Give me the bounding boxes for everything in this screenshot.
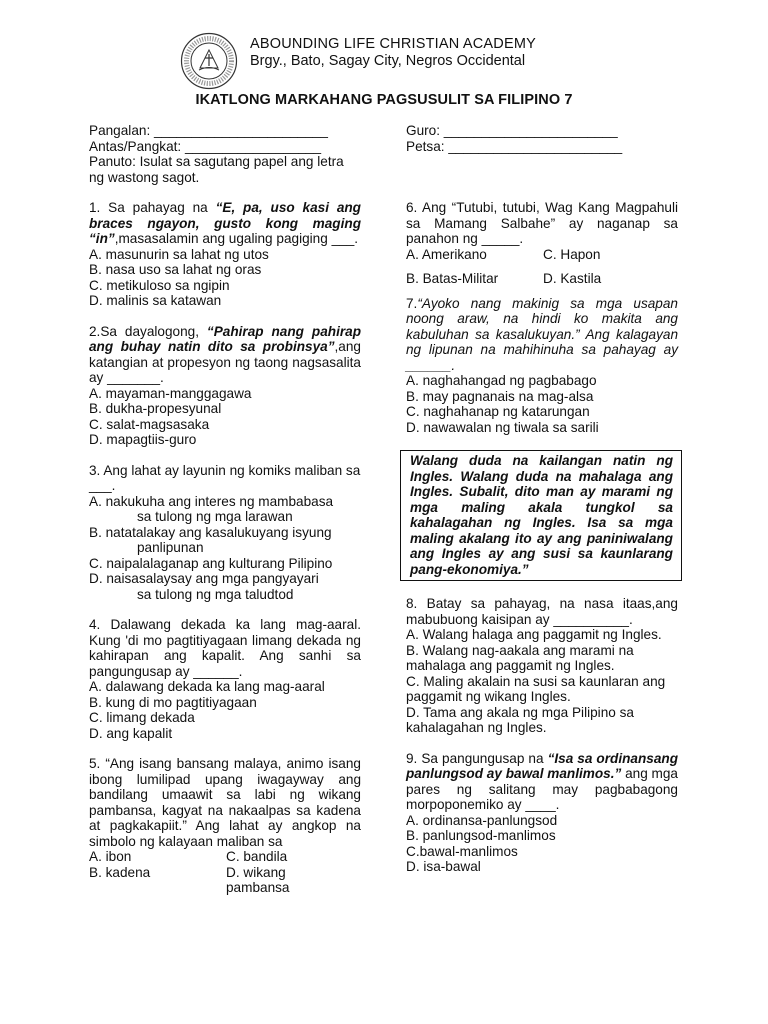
question-3: [89, 463, 361, 603]
choice[interactable]: B. kung di mo pagtitiyagaan: [89, 694, 257, 710]
choice-line: B. natatalakay ang kasalukuyang isyung: [89, 524, 332, 540]
choice[interactable]: C. metikuloso sa ngipin: [89, 277, 230, 293]
choice[interactable]: D. mapagtiis-guro: [89, 432, 197, 447]
question-8-stem: 8. Batay sa pahayag, na nasa itaas,ang mabubuong kaisipan ay __________.: [406, 596, 678, 627]
choice[interactable]: D. malinis sa katawan: [89, 293, 222, 308]
question-5: [89, 756, 361, 896]
choice[interactable]: B. Walang nag-aakala ang marami na mahalaga ang paggamit ng Ingles.: [406, 642, 634, 673]
choice[interactable]: D. nawawalan ng tiwala sa sarili: [406, 419, 599, 435]
choice[interactable]: C. limang dekada: [89, 710, 195, 725]
q2-post: ,ang katangian at propesyon ng taong nagsasalita ay _______.: [89, 339, 361, 385]
choice-continuation: panlipunan: [137, 540, 204, 555]
choice[interactable]: A. dalawang dekada ka lang mag-aaral: [89, 679, 325, 694]
question-3-stem: 3. Ang lahat ay layunin ng komiks maliban sa ___.: [89, 462, 361, 493]
question-6-stem: 6. Ang “Tutubi, tutubi, Wag Kang Magpahuli sa Mamang Salbahe” ay naganap sa panahon ng _____.: [406, 200, 678, 246]
choice[interactable]: A. mayaman-manggagawa: [89, 385, 252, 401]
q1-pre: 1. Sa pahayag na: [89, 200, 216, 215]
choice-line: D. naisasalaysay ang mga pangyayari: [89, 571, 319, 586]
question-6: [406, 200, 678, 287]
question-7: [406, 296, 678, 436]
choice-row: [406, 247, 678, 263]
choice[interactable]: D. Kastila: [543, 271, 602, 286]
question-4-stem: 4. Dalawang dekada ka lang mag-aaral. Kung 'di mo pagtitiyagaan limang dekada ng kahirapan ang kapalit. Ang sanhi sa pangungusap ay ______.: [89, 617, 361, 679]
choice[interactable]: C. bandila: [226, 849, 288, 864]
question-4: [89, 617, 361, 741]
question-1-stem: [89, 200, 361, 247]
choice[interactable]: C.bawal-manlimos: [406, 843, 518, 859]
left-column: [89, 123, 361, 896]
q9-pre: 9. Sa pangungusap na: [406, 750, 548, 766]
choice[interactable]: A. ibon: [89, 849, 132, 864]
choice[interactable]: A. Amerikano: [406, 246, 487, 262]
choice[interactable]: C. salat-magsasaka: [89, 416, 210, 432]
choice-row: [89, 865, 361, 896]
reading-passage-box: Walang duda na kailangan natin ng Ingles. Walang duda na mahalaga ang Ingles. Subalit, dito man ay marami ng mga maling akala tungkol sa kahalagahan ng Ingles. Isa sa mga maling akalang ito ay ang paniniwalang ang Ingles ay ang susi sa kaunlarang pang-ekonomiya.”: [400, 450, 682, 581]
choice[interactable]: [89, 571, 361, 602]
choice[interactable]: B. dukha-propesyunal: [89, 401, 222, 416]
school-name: ABOUNDING LIFE CHRISTIAN ACADEMY: [250, 36, 536, 52]
choice[interactable]: [89, 556, 361, 572]
question-5-stem: 5. “Ang isang bansang malaya, animo isang ibong lumilipad upang iwagayway ang bandilang umaawit sa labi ng wikang pambansa, kagyat na nakaalpas sa kadena at pagkakapiit.” Ang lahat ay angkop na simbolo ng kalayaan maliban sa: [89, 756, 361, 849]
question-2: [89, 324, 361, 448]
choice-line: C. naipalalaganap ang kulturang Pilipino: [89, 555, 333, 571]
choice[interactable]: D. ang kapalit: [89, 725, 173, 741]
choice[interactable]: B. may pagnanais na mag-alsa: [406, 388, 594, 404]
choice-row: [89, 849, 361, 865]
school-header: [180, 32, 600, 90]
choice[interactable]: [89, 494, 361, 525]
choice[interactable]: A. naghahangad ng pagbabago: [406, 373, 597, 388]
question-9-stem: [406, 751, 678, 813]
school-address: Brgy., Bato, Sagay City, Negros Occidental: [250, 53, 526, 69]
teacher-field[interactable]: Guro: _______________________: [406, 123, 618, 138]
question-1: [89, 200, 361, 309]
choice[interactable]: B. kadena: [89, 864, 151, 880]
choice[interactable]: [89, 525, 361, 556]
choice-row: [406, 271, 678, 287]
q2-pre: 2.Sa dayalogong,: [89, 323, 207, 339]
choice[interactable]: D. wikang pambansa: [226, 864, 290, 895]
choice[interactable]: D. Tama ang akala ng mga Pilipino sa kahalagahan ng Ingles.: [406, 704, 634, 735]
q1-quote: “E, pa, uso kasi ang braces ngayon, gusto kong maging “in”: [89, 200, 361, 246]
q9-quote: “Isa sa ordinansang panlungsod ay bawal manlimos.”: [406, 750, 679, 781]
choice[interactable]: C. Hapon: [543, 246, 601, 262]
q7-quote: “Ayoko nang makinig sa mga usapan noong araw, na hindi ko makita ang kabuluhan sa kasalukuyan.” Ang kalagayan ng lipunan na mahihinuha sa pahayag ay ______.: [406, 295, 678, 373]
choice-continuation: sa tulong ng mga taludtod: [137, 586, 294, 602]
choice[interactable]: A. masunurin sa lahat ng utos: [89, 246, 269, 262]
choice[interactable]: A. Walang halaga ang paggamit ng Ingles.: [406, 627, 662, 642]
choice[interactable]: B. nasa uso sa lahat ng oras: [89, 262, 262, 277]
q1-post: ,masasalamin ang ugaling pagiging ___.: [114, 231, 359, 246]
q7-pre: 7.: [406, 295, 418, 311]
instructions: Panuto: Isulat sa sagutang papel ang letra ng wastong sagot.: [89, 154, 344, 185]
choice[interactable]: C. naghahanap ng katarungan: [406, 404, 590, 419]
question-8: [406, 596, 678, 736]
name-field[interactable]: Pangalan: _______________________: [89, 123, 328, 138]
grade-section-field[interactable]: Antas/Pangkat: __________________: [89, 138, 322, 154]
exam-title: IKATLONG MARKAHANG PAGSUSULIT SA FILIPINO 7: [195, 92, 573, 108]
question-2-stem: [89, 324, 361, 386]
choice[interactable]: B. Batas-Militar: [406, 271, 499, 286]
question-7-stem: [406, 296, 678, 374]
choice[interactable]: D. isa-bawal: [406, 859, 481, 874]
q2-quote: “Pahirap nang pahirap ang buhay natin dito sa probinsya”: [89, 323, 361, 354]
choice-line: A. nakukuha ang interes ng mambabasa: [89, 493, 334, 509]
question-9: [406, 751, 678, 875]
right-column: [406, 123, 678, 875]
choice[interactable]: B. panlungsod-manlimos: [406, 828, 556, 843]
choice-continuation: sa tulong ng mga larawan: [137, 509, 293, 524]
q9-post: ang mga pares ng salitang may pagbabagong morpoponemiko ay ____.: [406, 766, 678, 812]
choice[interactable]: A. ordinansa-panlungsod: [406, 812, 558, 828]
date-field[interactable]: Petsa: _______________________: [406, 138, 623, 154]
choice[interactable]: C. Maling akalain na susi sa kaunlaran ang paggamit ng wikang Ingles.: [406, 673, 666, 704]
school-seal-logo: [180, 32, 238, 90]
